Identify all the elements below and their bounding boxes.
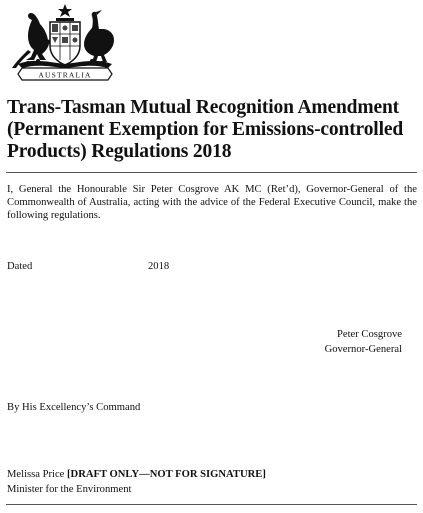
minister-name: Melissa Price — [7, 469, 65, 480]
command-line: By His Excellency’s Command — [7, 402, 141, 413]
minister-line — [7, 468, 266, 481]
regulation-title: Trans-Tasman Mutual Recognition Amendment (Permanent Exemption for Emissions-controlled Products) Regulations 2018 — [7, 97, 404, 162]
title-divider — [6, 172, 417, 173]
signatory-title: Governor-General — [324, 344, 402, 355]
dated-label: Dated — [7, 261, 33, 272]
coat-of-arms-banner-text — [4, 2, 126, 82]
minister-title: Minister for the Environment — [7, 484, 132, 495]
crest-banner-label: AUSTRALIA — [38, 70, 92, 80]
signatory-name: Peter Cosgrove — [336, 329, 402, 340]
preamble-text: I, General the Honourable Sir Peter Cosgrove AK MC (Ret’d), Governor-General of the Commonwealth of Australia, acting with the advice of the Federal Executive Council, make the following regulations. — [7, 184, 417, 221]
draft-notice: [DRAFT ONLY—NOT FOR SIGNATURE] — [67, 469, 266, 480]
footer-divider — [6, 504, 417, 505]
dated-year: 2018 — [148, 261, 170, 272]
